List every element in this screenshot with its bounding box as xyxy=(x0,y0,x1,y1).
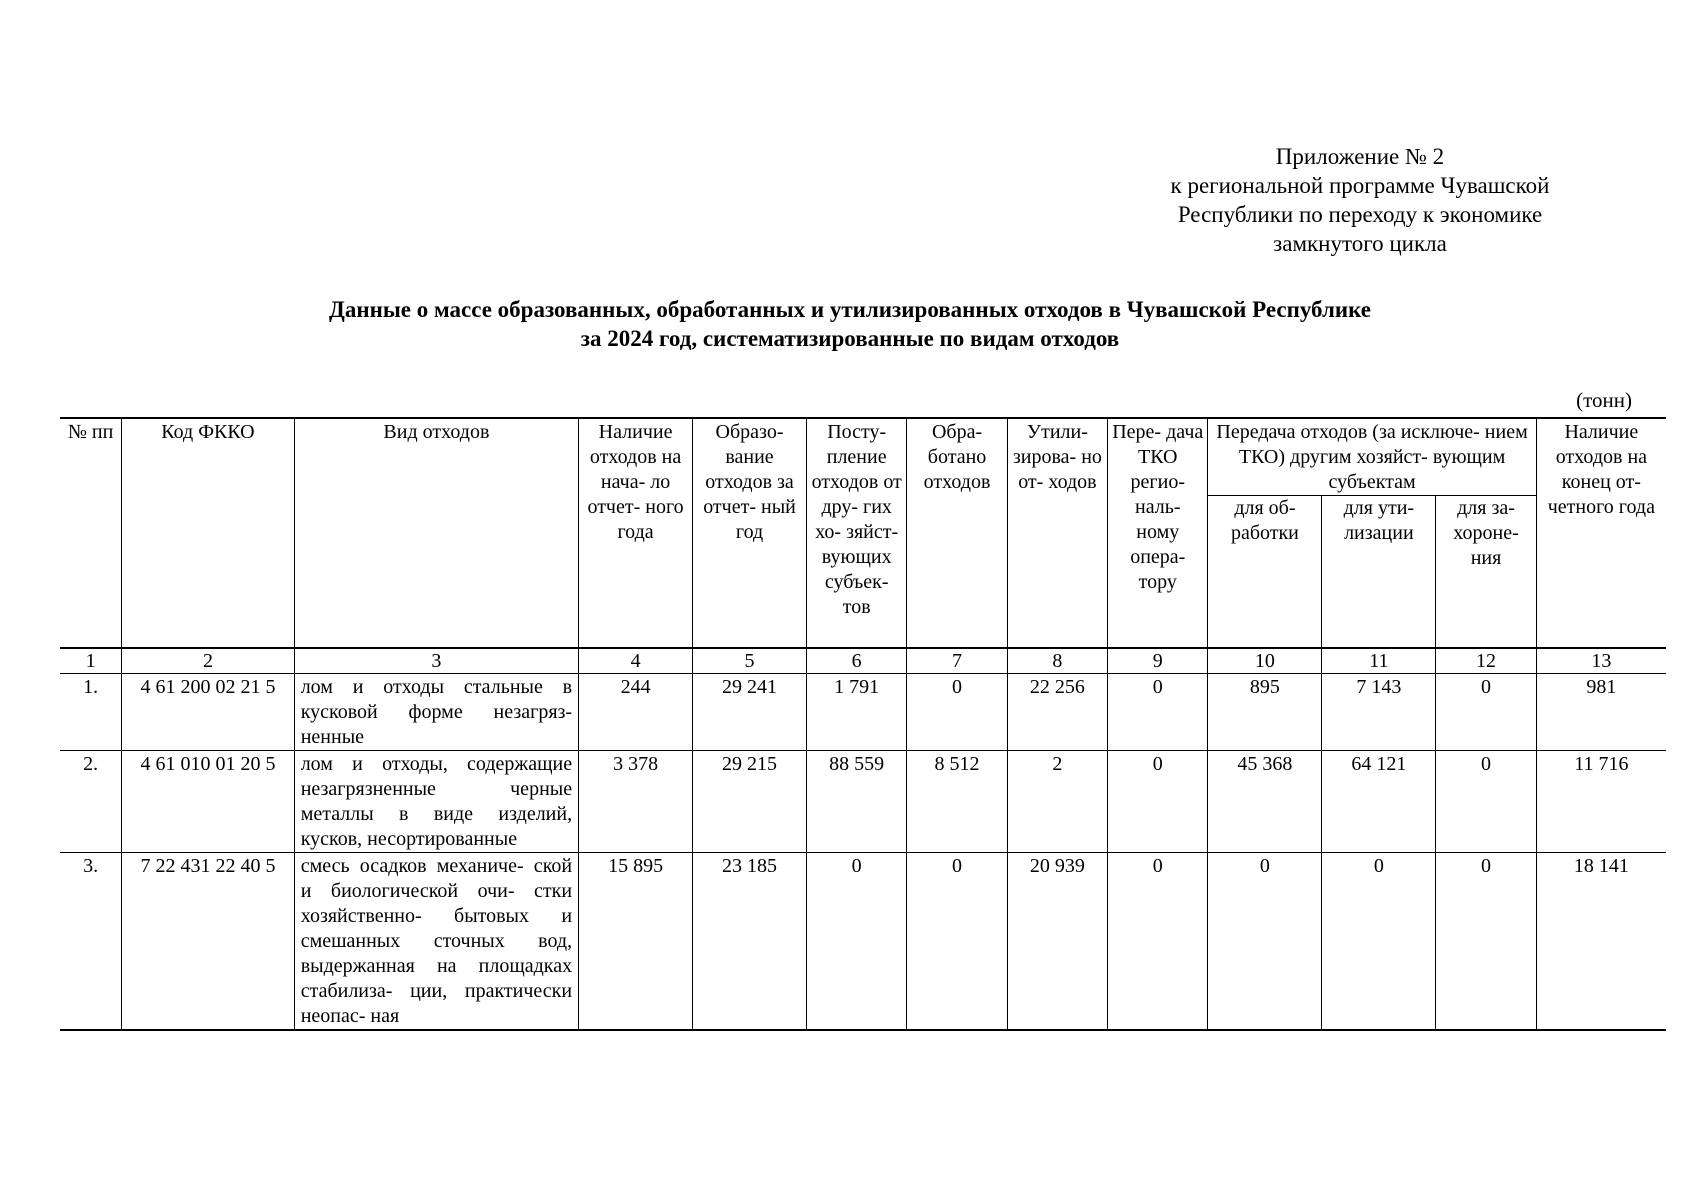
table-row xyxy=(60,750,1666,852)
document-title xyxy=(60,295,1640,353)
appendix-line: замкнутого цикла xyxy=(1273,231,1447,256)
value-cell: 0 xyxy=(1322,852,1436,1030)
value-cell: 8 512 xyxy=(907,750,1007,852)
header-cell: Образо- вание отходов за отчет- ный год xyxy=(693,418,807,648)
value-cell: 45 368 xyxy=(1208,750,1322,852)
table-row xyxy=(60,852,1666,1030)
value-cell: 15 895 xyxy=(579,852,693,1030)
value-cell: 0 xyxy=(1436,852,1536,1030)
value-cell: 88 559 xyxy=(807,750,907,852)
value-cell: 244 xyxy=(579,673,693,750)
value-cell: 23 185 xyxy=(693,852,807,1030)
column-number: 2 xyxy=(122,648,295,674)
fkko-code: 7 22 431 22 40 5 xyxy=(122,852,295,1030)
column-number: 12 xyxy=(1436,648,1536,674)
value-cell: 18 141 xyxy=(1536,852,1666,1030)
header-group-cell: Передача отходов (за исключе- нием ТКО) другим хозяйст- вующим субъектам xyxy=(1208,418,1536,496)
value-cell: 29 241 xyxy=(693,673,807,750)
header-cell: Код ФККО xyxy=(122,418,295,648)
header-cell: Обра- ботано отходов xyxy=(907,418,1007,648)
waste-type: лом и отходы стальные в кусковой форме незагряз- ненные xyxy=(294,673,578,750)
column-number-row xyxy=(60,648,1666,674)
value-cell: 0 xyxy=(907,673,1007,750)
fkko-code: 4 61 010 01 20 5 xyxy=(122,750,295,852)
row-number: 2. xyxy=(60,750,122,852)
value-cell: 64 121 xyxy=(1322,750,1436,852)
appendix-line: Приложение № 2 xyxy=(1275,144,1445,169)
header-cell: Посту- пление отходов от дру- гих хо- зяйст- вующих субъек- тов xyxy=(807,418,907,648)
value-cell: 895 xyxy=(1208,673,1322,750)
value-cell: 0 xyxy=(807,852,907,1030)
header-cell: Пере- дача ТКО регио- наль- ному опера- тору xyxy=(1108,418,1208,648)
value-cell: 1 791 xyxy=(807,673,907,750)
value-cell: 11 716 xyxy=(1536,750,1666,852)
header-cell: Вид отходов xyxy=(294,418,578,648)
appendix-block xyxy=(1140,142,1580,258)
column-number: 13 xyxy=(1536,648,1666,674)
row-number: 3. xyxy=(60,852,122,1030)
value-cell: 0 xyxy=(1436,673,1536,750)
units-label: (тонн) xyxy=(1576,388,1632,412)
column-number: 3 xyxy=(294,648,578,674)
value-cell: 7 143 xyxy=(1322,673,1436,750)
row-number: 1. xyxy=(60,673,122,750)
waste-table xyxy=(60,417,1666,1031)
title-line: за 2024 год, систематизированные по видам отходов xyxy=(580,326,1120,351)
fkko-code: 4 61 200 02 21 5 xyxy=(122,673,295,750)
header-cell: Наличие отходов на конец от- четного года xyxy=(1536,418,1666,648)
column-number: 8 xyxy=(1007,648,1107,674)
subheader-cell: для об- работки xyxy=(1208,496,1322,648)
waste-type: смесь осадков механиче- ской и биологической очи- стки хозяйственно- бытовых и смешанных сточных вод, выдержанная на площадках стабилиза- ции, практически неопас- ная xyxy=(294,852,578,1030)
header-cell: Утили- зирова- но от- ходов xyxy=(1007,418,1107,648)
value-cell: 3 378 xyxy=(579,750,693,852)
waste-type: лом и отходы, содержащие незагрязненные черные металлы в виде изделий, кусков, несортированные xyxy=(294,750,578,852)
subheader-cell: для ути- лизации xyxy=(1322,496,1436,648)
header-cell: Наличие отходов на нача- ло отчет- ного года xyxy=(579,418,693,648)
column-number: 1 xyxy=(60,648,122,674)
value-cell: 2 xyxy=(1007,750,1107,852)
column-number: 11 xyxy=(1322,648,1436,674)
value-cell: 981 xyxy=(1536,673,1666,750)
column-number: 7 xyxy=(907,648,1007,674)
header-row xyxy=(60,418,1666,496)
value-cell: 0 xyxy=(1108,673,1208,750)
column-number: 5 xyxy=(693,648,807,674)
value-cell: 0 xyxy=(1436,750,1536,852)
appendix-line: Республики по переходу к экономике xyxy=(1177,202,1543,227)
value-cell: 0 xyxy=(907,852,1007,1030)
table-row xyxy=(60,673,1666,750)
value-cell: 0 xyxy=(1108,852,1208,1030)
value-cell: 29 215 xyxy=(693,750,807,852)
value-cell: 20 939 xyxy=(1007,852,1107,1030)
header-cell: № пп xyxy=(60,418,122,648)
value-cell: 0 xyxy=(1208,852,1322,1030)
column-number: 9 xyxy=(1108,648,1208,674)
value-cell: 0 xyxy=(1108,750,1208,852)
appendix-line: к региональной программе Чувашской xyxy=(1170,173,1550,198)
column-number: 10 xyxy=(1208,648,1322,674)
value-cell: 22 256 xyxy=(1007,673,1107,750)
column-number: 4 xyxy=(579,648,693,674)
title-line: Данные о массе образованных, обработанных и утилизированных отходов в Чувашской Республике xyxy=(329,297,1371,322)
subheader-cell: для за- хороне- ния xyxy=(1436,496,1536,648)
column-number: 6 xyxy=(807,648,907,674)
